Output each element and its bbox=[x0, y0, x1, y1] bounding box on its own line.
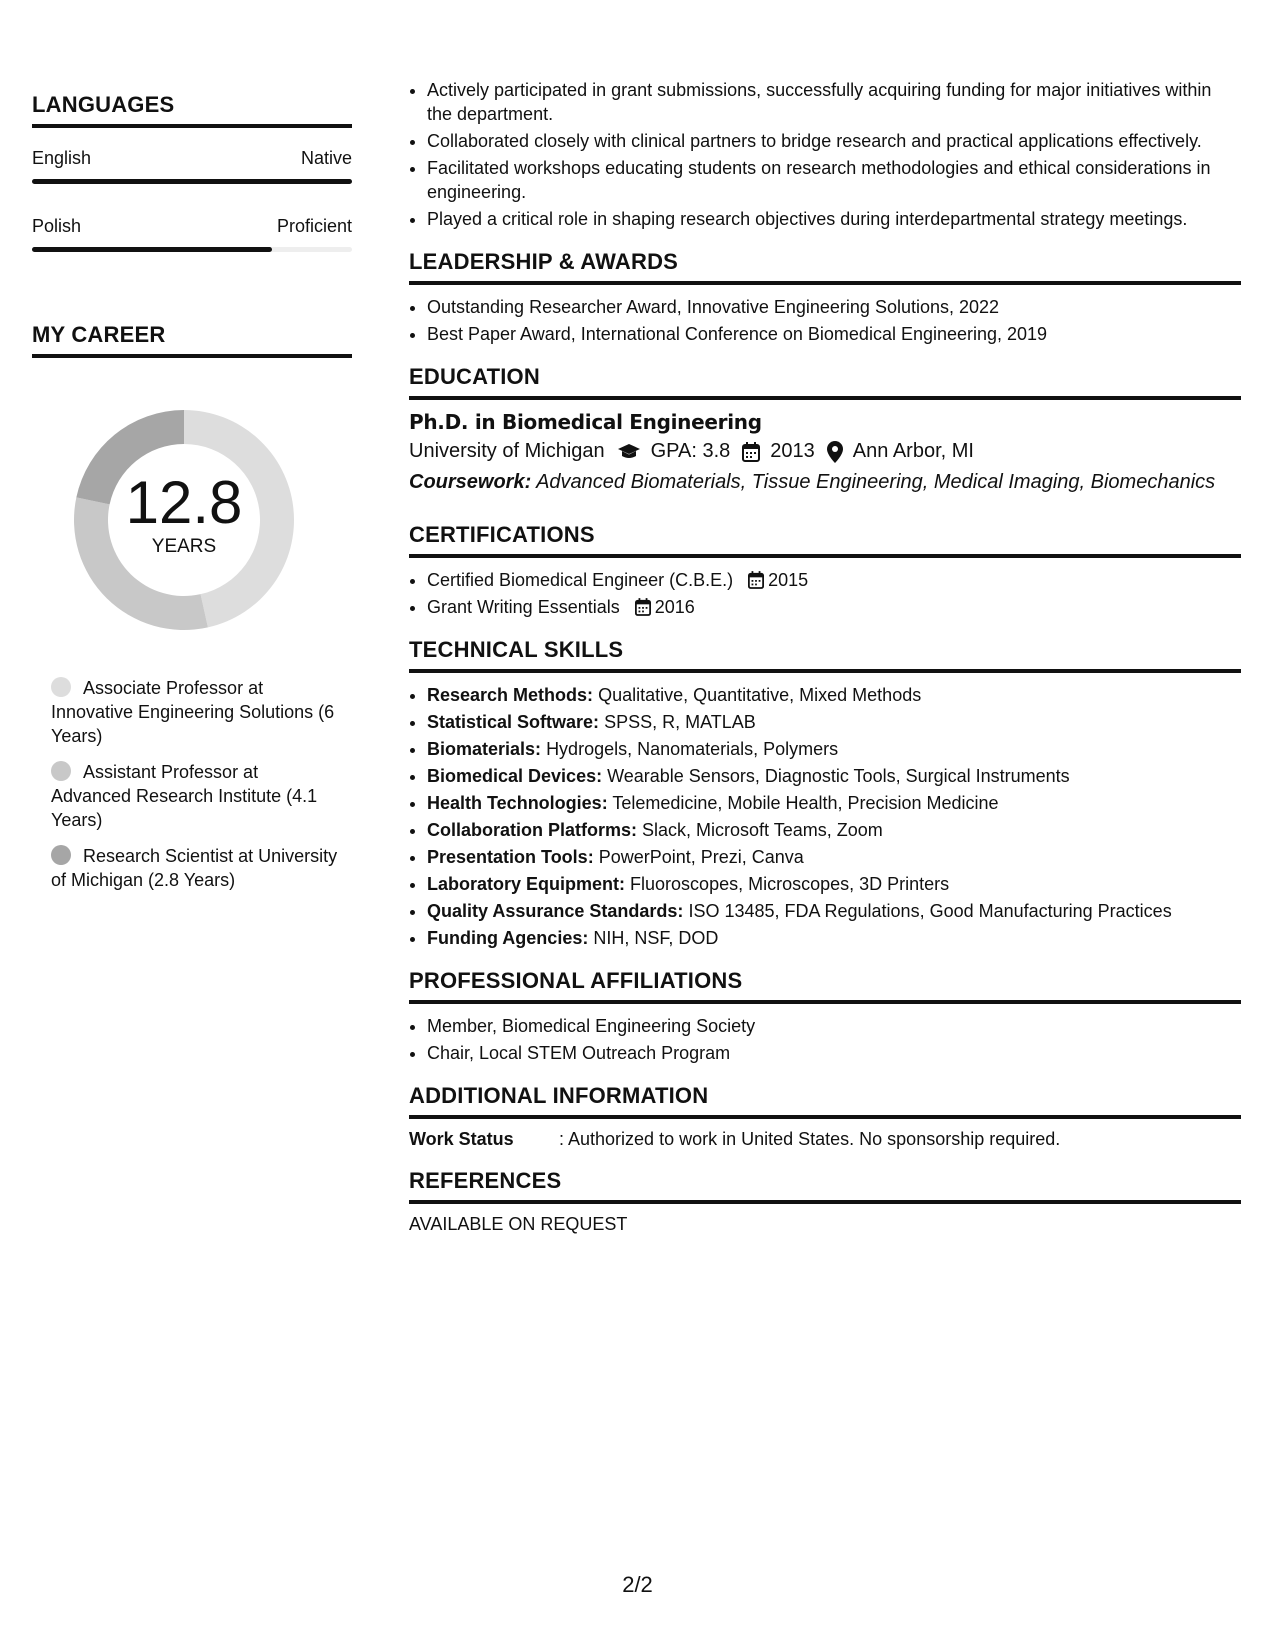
references-text: AVAILABLE ON REQUEST bbox=[409, 1214, 628, 1234]
experience-bullet: • Facilitated workshops educating students on research methodologies and ethical considerations in engineering. bbox=[427, 156, 1241, 204]
skill-item bbox=[427, 791, 1241, 815]
career-title: MY CAREER bbox=[32, 322, 352, 358]
awards-title: LEADERSHIP & AWARDS bbox=[409, 249, 1241, 285]
career-total-years: 12.8 bbox=[125, 469, 243, 536]
degree: Ph.D. in Biomedical Engineering bbox=[409, 410, 762, 434]
skills-list bbox=[409, 683, 1241, 950]
career-legend-item bbox=[51, 844, 341, 892]
skill-item bbox=[427, 845, 1241, 869]
certification-year: 2016 bbox=[654, 597, 695, 617]
location: Ann Arbor, MI bbox=[852, 440, 974, 462]
skill-item bbox=[427, 764, 1241, 788]
awards-list bbox=[409, 295, 1241, 346]
skill-item bbox=[427, 710, 1241, 734]
skill-value: Hydrogels, Nanomaterials, Polymers bbox=[546, 739, 839, 759]
certification-item bbox=[427, 568, 1241, 592]
graduation-cap-icon bbox=[617, 443, 641, 461]
skill-label: Collaboration Platforms: bbox=[427, 820, 638, 840]
career-legend bbox=[51, 676, 341, 892]
affiliation-item: • Chair, Local STEM Outreach Program bbox=[427, 1041, 1241, 1065]
language-item bbox=[32, 216, 352, 252]
experience-bullet: • Collaborated closely with clinical partners to bridge research and practical applications effectively. bbox=[427, 129, 1241, 153]
language-name: Polish bbox=[32, 216, 82, 236]
skill-label: Biomedical Devices: bbox=[427, 766, 603, 786]
language-level: Proficient bbox=[276, 216, 352, 236]
skill-label: Funding Agencies: bbox=[427, 928, 589, 948]
legend-dot bbox=[51, 677, 71, 697]
coursework-label: Coursework: bbox=[409, 471, 532, 493]
coursework-list: Advanced Biomaterials, Tissue Engineering, Medical Imaging, Biomechanics bbox=[536, 471, 1216, 493]
skill-value: Wearable Sensors, Diagnostic Tools, Surgical Instruments bbox=[607, 766, 1070, 786]
language-item bbox=[32, 148, 352, 184]
skill-label: Health Technologies: bbox=[427, 793, 608, 813]
skill-label: Research Methods: bbox=[427, 685, 594, 705]
skill-value: NIH, NSF, DOD bbox=[593, 928, 719, 948]
skill-item bbox=[427, 899, 1241, 923]
certification-item bbox=[427, 595, 1241, 619]
experience-bullet: • Actively participated in grant submissions, successfully acquiring funding for major initiatives within the department. bbox=[427, 78, 1241, 126]
affiliations-list bbox=[409, 1014, 1241, 1065]
skill-value: Telemedicine, Mobile Health, Precision Medicine bbox=[612, 793, 999, 813]
additional-info-title: ADDITIONAL INFORMATION bbox=[409, 1083, 1241, 1119]
skill-item bbox=[427, 926, 1241, 950]
skill-item bbox=[427, 683, 1241, 707]
language-proficiency-bar bbox=[32, 247, 352, 252]
work-status-label: Work Status bbox=[409, 1129, 514, 1149]
calendar-icon bbox=[742, 442, 760, 462]
work-status bbox=[409, 1129, 1241, 1150]
skill-label: Laboratory Equipment: bbox=[427, 874, 626, 894]
language-proficiency-fill bbox=[32, 247, 272, 252]
gpa: GPA: 3.8 bbox=[650, 440, 731, 462]
references-title: REFERENCES bbox=[409, 1168, 1241, 1204]
skill-value: Slack, Microsoft Teams, Zoom bbox=[642, 820, 883, 840]
certifications-list bbox=[409, 568, 1241, 619]
location-pin-icon bbox=[827, 441, 843, 463]
skill-item bbox=[427, 818, 1241, 842]
skill-label: Presentation Tools: bbox=[427, 847, 594, 867]
experience-bullets bbox=[409, 78, 1241, 231]
career-donut-chart bbox=[64, 400, 304, 640]
legend-label: Assistant Professor at Advanced Research Institute (4.1 Years) bbox=[51, 762, 318, 830]
language-name: English bbox=[32, 148, 92, 168]
page-number: 2/2 bbox=[622, 1572, 653, 1597]
skill-item bbox=[427, 872, 1241, 896]
skill-value: Fluoroscopes, Microscopes, 3D Printers bbox=[630, 874, 950, 894]
graduation-year: 2013 bbox=[770, 440, 815, 462]
skill-value: PowerPoint, Prezi, Canva bbox=[598, 847, 804, 867]
certification-year: 2015 bbox=[768, 570, 809, 590]
skill-value: ISO 13485, FDA Regulations, Good Manufacturing Practices bbox=[688, 901, 1172, 921]
language-proficiency-fill bbox=[32, 179, 352, 184]
skill-label: Statistical Software: bbox=[427, 712, 600, 732]
certification-name: Certified Biomedical Engineer (C.B.E.) bbox=[427, 570, 734, 590]
language-level: Native bbox=[300, 148, 352, 168]
award-item: • Outstanding Researcher Award, Innovative Engineering Solutions, 2022 bbox=[427, 295, 1241, 319]
coursework bbox=[409, 471, 1241, 494]
calendar-icon bbox=[635, 598, 651, 616]
calendar-icon bbox=[748, 571, 764, 589]
certification-name: Grant Writing Essentials bbox=[427, 597, 620, 617]
skill-label: Quality Assurance Standards: bbox=[427, 901, 684, 921]
career-legend-item bbox=[51, 760, 341, 832]
left-column bbox=[32, 92, 352, 904]
skill-value: SPSS, R, MATLAB bbox=[604, 712, 756, 732]
school: University of Michigan bbox=[409, 440, 605, 462]
languages-title: LANGUAGES bbox=[32, 92, 352, 128]
career-legend-item bbox=[51, 676, 341, 748]
right-column bbox=[409, 78, 1241, 1235]
skill-item bbox=[427, 737, 1241, 761]
work-status-value: : Authorized to work in United States. No sponsorship required. bbox=[559, 1129, 1061, 1149]
skill-value: Qualitative, Quantitative, Mixed Methods bbox=[598, 685, 922, 705]
career-total-unit: YEARS bbox=[151, 536, 217, 557]
legend-dot bbox=[51, 761, 71, 781]
legend-label: Research Scientist at University of Michigan (2.8 Years) bbox=[51, 846, 338, 890]
skills-title: TECHNICAL SKILLS bbox=[409, 637, 1241, 673]
affiliations-title: PROFESSIONAL AFFILIATIONS bbox=[409, 968, 1241, 1004]
experience-bullet: • Played a critical role in shaping research objectives during interdepartmental strategy meetings. bbox=[427, 207, 1241, 231]
award-item: • Best Paper Award, International Conference on Biomedical Engineering, 2019 bbox=[427, 322, 1241, 346]
certifications-title: CERTIFICATIONS bbox=[409, 522, 1241, 558]
skill-label: Biomaterials: bbox=[427, 739, 542, 759]
legend-label: Associate Professor at Innovative Engineering Solutions (6 Years) bbox=[51, 678, 335, 746]
education-entry bbox=[409, 410, 1241, 494]
affiliation-item: • Member, Biomedical Engineering Society bbox=[427, 1014, 1241, 1038]
education-title: EDUCATION bbox=[409, 364, 1241, 400]
legend-dot bbox=[51, 845, 71, 865]
language-proficiency-bar bbox=[32, 179, 352, 184]
